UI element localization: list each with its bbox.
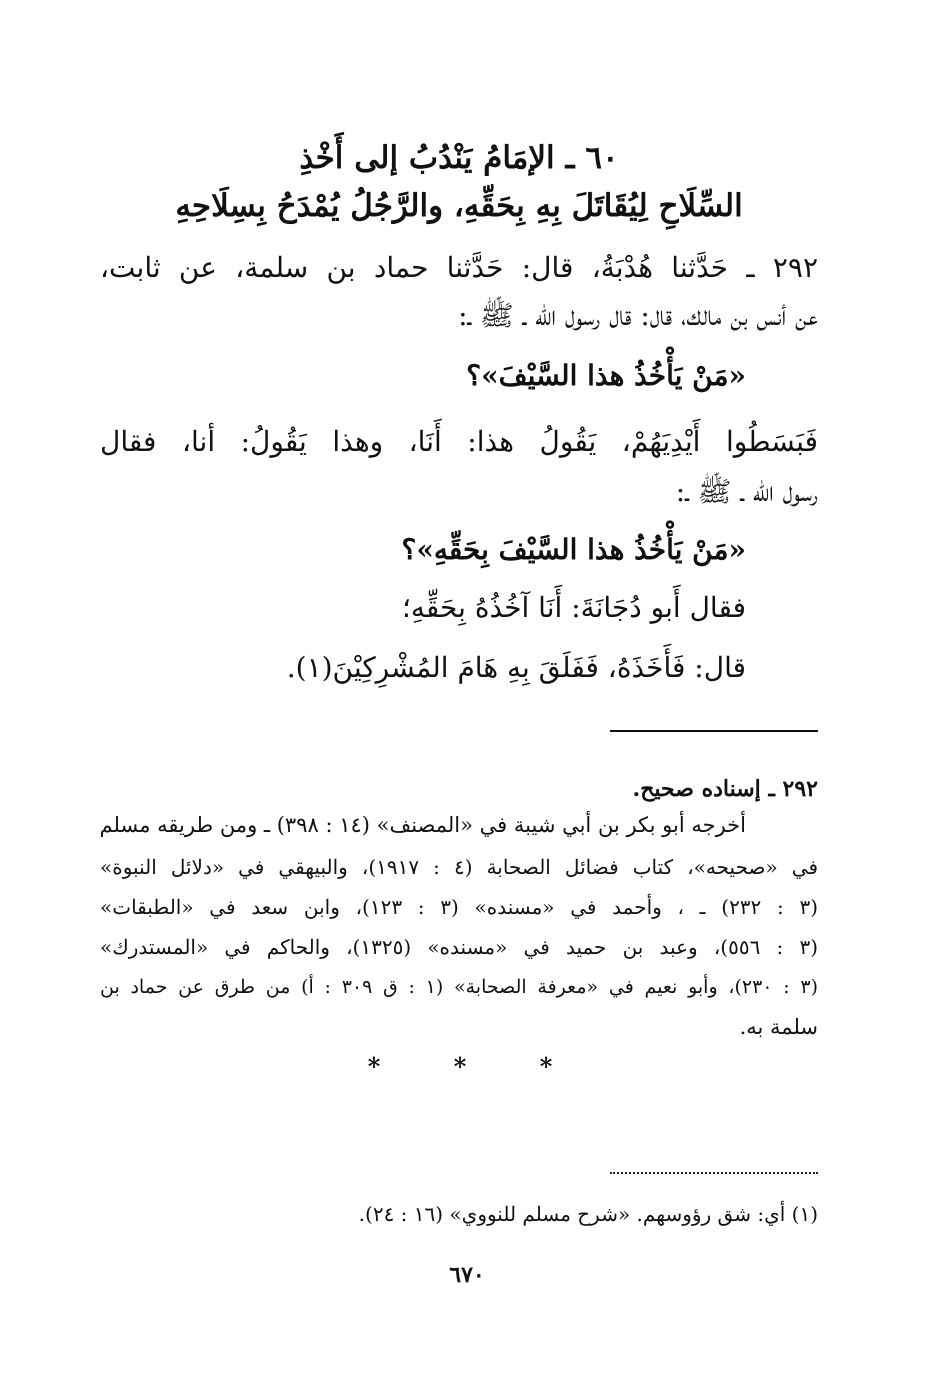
footnote-dotted-rule: [610, 1172, 818, 1174]
page-number: ٦٧٠: [449, 1262, 485, 1288]
hadith-line-2: عن أنس بن مالك، قال: قال رسول الله ـ ﷺ ـ:: [458, 299, 818, 332]
hadith-line-5: رسول الله ـ ﷺ ـ:: [675, 475, 818, 508]
footnote-separator-rule: [610, 730, 818, 732]
takhrij-line-4: (٣ : ٥٥٦)، وعبد بن حميد في «مسنده» (١٣٢٥)، والحاكم في «المستدرك»: [100, 935, 818, 959]
divider-star: *: [453, 1052, 467, 1081]
takhrij-line-5: (٣ : ٢٣٠)، وأبو نعيم في «معرفة الصحابة» (١ : ق ٣٠٩ : أ) من طرق عن حماد بن: [100, 976, 819, 998]
divider-star: *: [539, 1052, 553, 1081]
takhrij-line-2: في «صحيحه»، كتاب فضائل الصحابة (٤ : ١٩١٧)، والبيهقي في «دلائل النبوة»: [100, 855, 818, 879]
divider-star: *: [367, 1052, 381, 1081]
hadith-line-3: «مَنْ يَأْخُذُ هذا السَّيْفَ»؟: [466, 359, 746, 392]
hadith-line-6: «مَنْ يَأْخُذُ هذا السَّيْفَ بِحَقِّهِ»؟: [401, 533, 746, 566]
hadith-line-7: فقال أَبو دُجَانَةَ: أَنَا آخُذُهُ بِحَقِّهِ؛: [401, 591, 746, 624]
takhrij-line-3: (٣ : ٢٣٢) ـ ، وأحمد في «مسنده» (٣ : ١٢٣)، وابن سعد في «الطبقات»: [100, 895, 819, 919]
chapter-title-line-2: السِّلَاحِ لِيُقَاتَلَ بِهِ بِحَقِّهِ، والرَّجُلُ يُمْدَحُ بِسِلَاحِهِ: [175, 188, 743, 224]
chapter-title-line-1: ٦٠ ـ الإمَامُ يَنْدُبُ إلى أَخْذِ: [299, 140, 619, 176]
takhrij-line-6: سلمة به.: [739, 1015, 818, 1039]
takhrij-line-1: أخرجه أبو بكر بن أبي شيبة في «المصنف» (١٤ : ٣٩٨) ـ ومن طريقه مسلم: [99, 813, 746, 837]
hadith-line-8: قال: فَأَخَذَهُ، فَفَلَقَ بِهِ هَامَ المُشْرِكِيْنَ(١).: [286, 651, 746, 684]
hadith-line-1: ٢٩٢ ـ حَدَّثنا هُدْبَةُ، قال: حَدَّثنا حماد بن سلمة، عن ثابت،: [100, 251, 818, 284]
hadith-line-4: فَبَسَطُوا أَيْدِيَهُمْ، يَقُولُ هذا: أَنَا، وهذا يَقُولُ: أنا، فقال: [100, 425, 818, 458]
footnote-1: (١) أي: شق رؤوسهم. «شرح مسلم للنووي» (١٦ : ٢٤).: [358, 1202, 818, 1226]
takhrij-heading: ٢٩٢ ـ إسناده صحيح.: [632, 776, 818, 802]
section-divider-stars: [360, 1052, 560, 1082]
